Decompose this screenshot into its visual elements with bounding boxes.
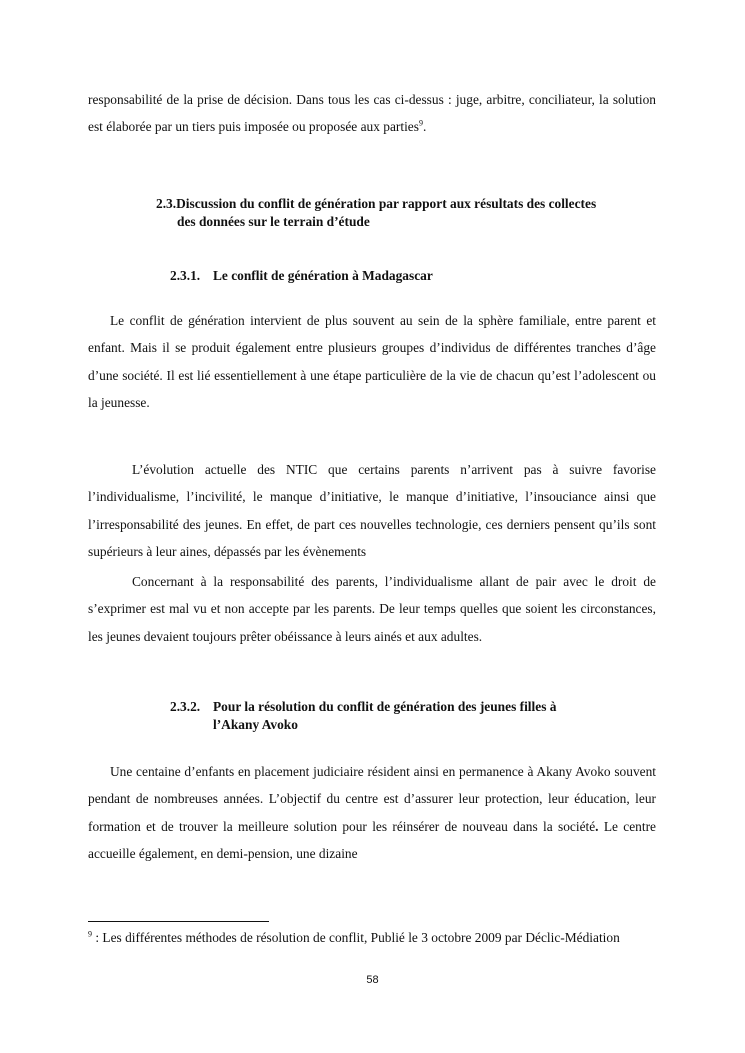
footnote-marker: 9 bbox=[88, 929, 92, 939]
paragraph-akany-avoko bbox=[88, 758, 656, 867]
page-number: 58 bbox=[366, 974, 379, 986]
heading-2-3-line1 bbox=[156, 195, 596, 213]
heading-2-3-2-line1 bbox=[170, 698, 556, 716]
heading-2-3-number: 2.3. bbox=[156, 196, 177, 211]
heading-2-3-1-number: 2.3.1. bbox=[170, 268, 201, 283]
paragraph-decision-text: responsabilité de la prise de décision. Dans tous les cas ci-dessus : juge, arbitre, conciliateur, la solution est élaborée par un tiers puis imposée ou proposée aux parties bbox=[88, 92, 656, 135]
heading-2-3-1-title: Le conflit de génération à Madagascar bbox=[213, 268, 433, 283]
paragraph-akany-avoko-part1: Une centaine d’enfants en placement judiciaire résident ainsi en permanence à Akany Avoko souvent pendant de nombreuses années. L’objectif du centre est d’assurer leur protection, leur éducation, leur formation et de trouver la meilleure solution pour les réinsérer de nouveau dans la société bbox=[88, 764, 656, 834]
footnote-separator bbox=[88, 921, 269, 922]
paragraph-conflict-definition: Le conflit de génération intervient de plus souvent au sein de la sphère familiale, entre parent et enfant. Mais il se produit également entre plusieurs groupes d’individus de différentes tranches d’âge d’une société. Il est lié essentiellement à une étape particulière de la vie de chacun qu’est l’adolescent ou la jeunesse. bbox=[88, 313, 656, 410]
paragraph-akany-avoko-bold-period: . bbox=[595, 818, 599, 834]
footnote-text: : Les différentes méthodes de résolution de conflit, Publié le 3 octobre 2009 par Déclic-Médiation bbox=[92, 930, 620, 945]
heading-2-3-2-number: 2.3.2. bbox=[170, 699, 201, 714]
heading-2-3-title-line1: Discussion du conflit de génération par rapport aux résultats des collectes bbox=[176, 196, 597, 211]
paragraph-ntic-evolution: L’évolution actuelle des NTIC que certains parents n’arrivent pas à suivre favorise l’individualisme, l’incivilité, le manque d’initiative, le manque d’initiative, l’insouciance ainsi que l’irresponsabilité des jeunes. En effet, de part ces nouvelles technologie, ces derniers pensent qu’ils sont supérieurs à leur aines, dépassés par les évènements bbox=[88, 462, 656, 559]
paragraph-decision bbox=[88, 86, 656, 141]
footnote-reference: 9 bbox=[418, 118, 423, 128]
heading-2-3-1 bbox=[170, 267, 433, 285]
paragraph-akany-avoko-part2: Le centre accueille également, en demi-pension, une dizaine bbox=[88, 818, 656, 861]
paragraph-parent-responsibility: Concernant à la responsabilité des parents, l’individualisme allant de pair avec le droit de s’exprimer est mal vu et non accepte par les parents. De leur temps quelles que soient les circonstances, les jeunes devaient toujours prêter obéissance à leurs ainés et aux adultes. bbox=[88, 574, 656, 644]
paragraph-decision-end: . bbox=[422, 119, 427, 135]
heading-2-3-2-title-line2: l’Akany Avoko bbox=[213, 717, 298, 732]
heading-2-3 bbox=[156, 195, 596, 231]
heading-2-3-2-title-line1: Pour la résolution du conflit de génération des jeunes filles à bbox=[213, 699, 557, 714]
heading-2-3-2 bbox=[170, 698, 556, 734]
heading-2-3-title-line2: des données sur le terrain d’étude bbox=[177, 214, 370, 229]
footnote bbox=[88, 928, 648, 947]
